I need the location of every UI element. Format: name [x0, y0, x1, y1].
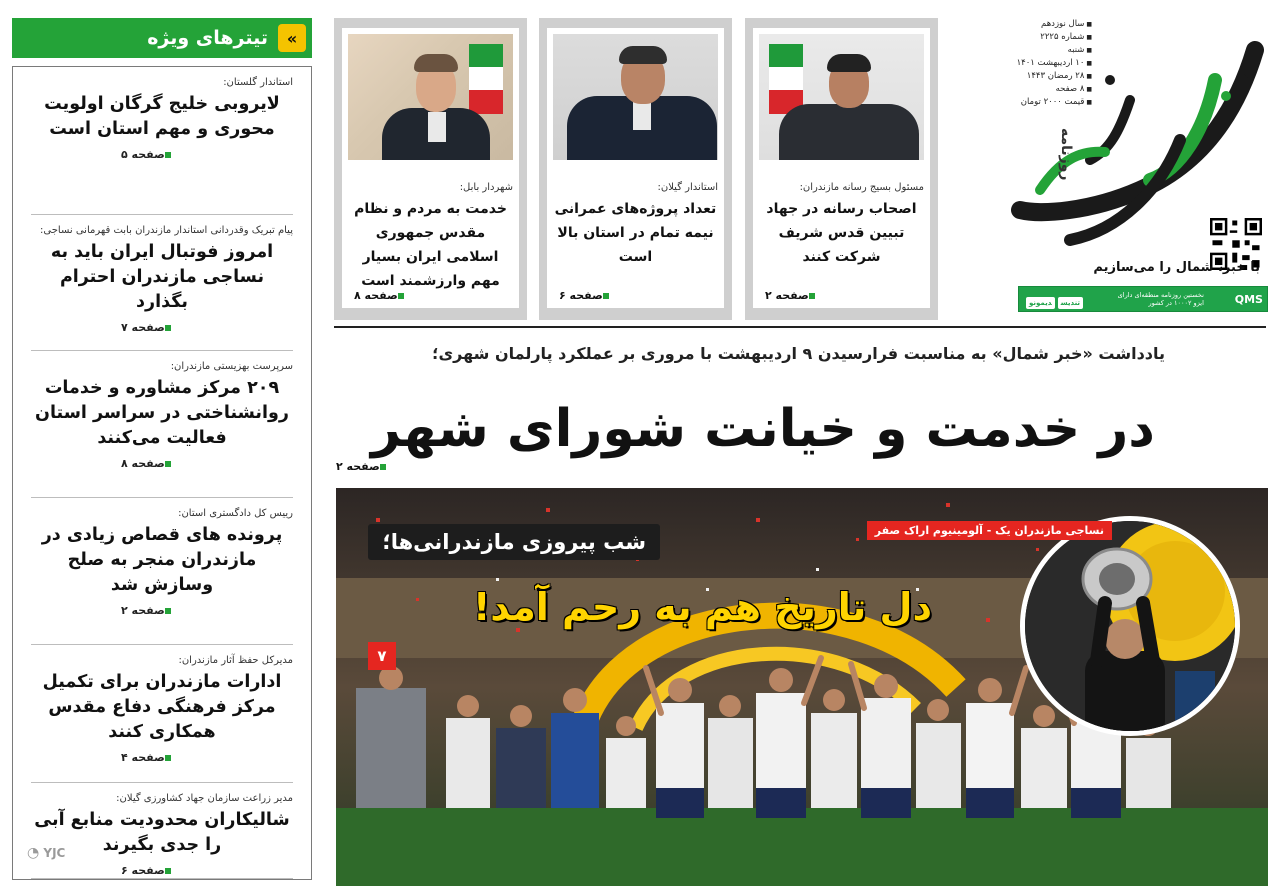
sidebar-item-kicker: پیام تبریک وقدردانی استاندار مازندران بابت قهرمانی نساجی:	[40, 225, 293, 236]
logo-small-label: روزنامه	[1058, 128, 1074, 181]
sidebar-item-page: صفحه ۴	[31, 745, 293, 772]
score-label: نساجی مازندران یک - آلومینیوم اراک صفر	[867, 521, 1112, 540]
photo-page-number: ۷	[368, 642, 396, 670]
headline-page: صفحه ۲	[336, 460, 390, 473]
photo-kicker: شب پیروزی مازندرانی‌ها؛	[368, 524, 660, 560]
sidebar-item-title: ادارات مازندران برای تکمیل مرکز فرهنگی دفاع مقدس همکاری کنند	[42, 672, 282, 742]
certification-text: نخستین روزنامه منطقه‌ای دارای ایزو ۱۰۰۰۲ در کشور	[1117, 291, 1204, 307]
sidebar-item-page: صفحه ۶	[31, 858, 293, 885]
yjc-logo-icon: ◔	[27, 845, 40, 861]
sidebar-header	[12, 18, 312, 58]
teaser-card-title: اصحاب رسانه در جهاد تبیین قدس شریف شرکت کنند	[766, 201, 917, 265]
trophy-scene	[1025, 521, 1235, 731]
sidebar-item[interactable]	[31, 498, 293, 645]
teaser-card-basij[interactable]	[745, 18, 938, 320]
teaser-card-gilan[interactable]	[539, 18, 732, 320]
portrait-photo	[759, 34, 924, 160]
masthead	[940, 10, 1270, 316]
sidebar-item-title: لایروبی خلیج گرگان اولویت محوری و مهم استان است	[44, 94, 280, 139]
double-chevron-left-icon: «	[278, 24, 306, 52]
sidebar-item[interactable]	[31, 351, 293, 498]
badge: دیمونو	[1026, 297, 1055, 309]
portrait-photo	[553, 34, 718, 160]
sidebar-item[interactable]	[31, 645, 293, 783]
issue-pages: ■ ۸ صفحه	[1032, 83, 1092, 96]
slogan: با خبر، شمال را می‌سازیم	[1093, 260, 1260, 275]
sidebar-item-title: امروز فوتبال ایران باید به نساجی مازندران احترام بگذارد	[50, 242, 274, 312]
teaser-card-kicker: شهردار بابل:	[459, 182, 513, 193]
sidebar-item-kicker: مدیرکل حفظ آثار مازندران:	[178, 655, 293, 666]
issue-date-lunar: ■ ۲۸ رمضان ۱۴۴۳	[1032, 70, 1092, 83]
sidebar-item[interactable]	[31, 783, 293, 879]
sidebar-item-page: صفحه ۵	[31, 142, 293, 169]
teaser-card-page: صفحه ۸	[354, 289, 408, 302]
special-headlines-sidebar	[12, 18, 312, 888]
trophy-inset-photo	[1020, 516, 1240, 736]
qms-logo: QMS	[1234, 292, 1263, 306]
teaser-card-babol[interactable]	[334, 18, 527, 320]
logo-word-text: خبرشمال	[1120, 237, 1160, 248]
portrait-photo	[348, 34, 513, 160]
teaser-card-page: صفحه ۶	[559, 289, 613, 302]
main-headline[interactable]: در خدمت و خیانت شورای شهر	[371, 399, 1155, 459]
sidebar-item-page: صفحه ۲	[31, 598, 293, 625]
teaser-card-page: صفحه ۲	[765, 289, 819, 302]
issue-date-solar: ■ ۱۰ اردیبهشت ۱۴۰۱	[1032, 57, 1092, 70]
sidebar-list	[12, 66, 312, 880]
headline-kicker: یادداشت «خبر شمال» به مناسبت فرارسیدن ۹ اردیبهشت با مروری بر عملکرد پارلمان شهری؛	[432, 344, 1165, 363]
sidebar-item[interactable]	[31, 215, 293, 351]
divider	[334, 326, 1266, 328]
sidebar-item-title: ۲۰۹ مرکز مشاوره و خدمات روانشناختی در سراسر استان فعالیت می‌کنند	[35, 378, 289, 448]
sidebar-item-kicker: رییس کل دادگستری استان:	[178, 508, 293, 519]
certification-badges	[1023, 290, 1083, 309]
sidebar-item[interactable]	[31, 67, 293, 215]
issue-year: ■ سال نوزدهم	[1032, 18, 1092, 31]
issue-number: ■ شماره ۲۲۲۵	[1032, 31, 1092, 44]
teaser-card-body	[753, 28, 930, 308]
teaser-card-title: خدمت به مردم و نظام مقدس جمهوری اسلامی ایران بسیار مهم وارزشمند است	[354, 201, 507, 289]
yjc-watermark: ◔ YJC	[27, 845, 66, 861]
teaser-card-body	[342, 28, 519, 308]
sidebar-item-kicker: سرپرست بهزیستی مازندران:	[170, 361, 293, 372]
certification-strip	[1018, 286, 1268, 312]
sidebar-item-title: شالیکاران محدودیت منابع آبی را جدی بگیرند	[34, 810, 290, 855]
sidebar-item-page: صفحه ۸	[31, 451, 293, 478]
issue-weekday: ■ شنبه	[1032, 44, 1092, 57]
teaser-card-kicker: استاندار گیلان:	[657, 182, 718, 193]
sidebar-header-title: تیترهای ویژه	[147, 27, 268, 49]
teaser-card-kicker: مسئول بسیج رسانه مازندران:	[799, 182, 924, 193]
photo-headline[interactable]: دل تاریخ هم به رحم آمد!	[472, 585, 932, 629]
badge: تندیس	[1058, 297, 1083, 309]
sidebar-item-kicker: استاندار گلستان:	[223, 77, 293, 88]
teaser-card-title: تعداد پروژه‌های عمرانی نیمه تمام در استان بالا است	[554, 201, 717, 265]
issue-price: ■ قیمت ۲۰۰۰ تومان	[1032, 96, 1092, 109]
sidebar-item-title: پرونده های قصاص زیادی در مازندران منجر به صلح وسازش شد	[41, 525, 283, 595]
teaser-card-body	[547, 28, 724, 308]
sidebar-item-page: صفحه ۷	[31, 315, 293, 342]
sidebar-item-kicker: مدیر زراعت سازمان جهاد کشاورزی گیلان:	[116, 793, 293, 804]
